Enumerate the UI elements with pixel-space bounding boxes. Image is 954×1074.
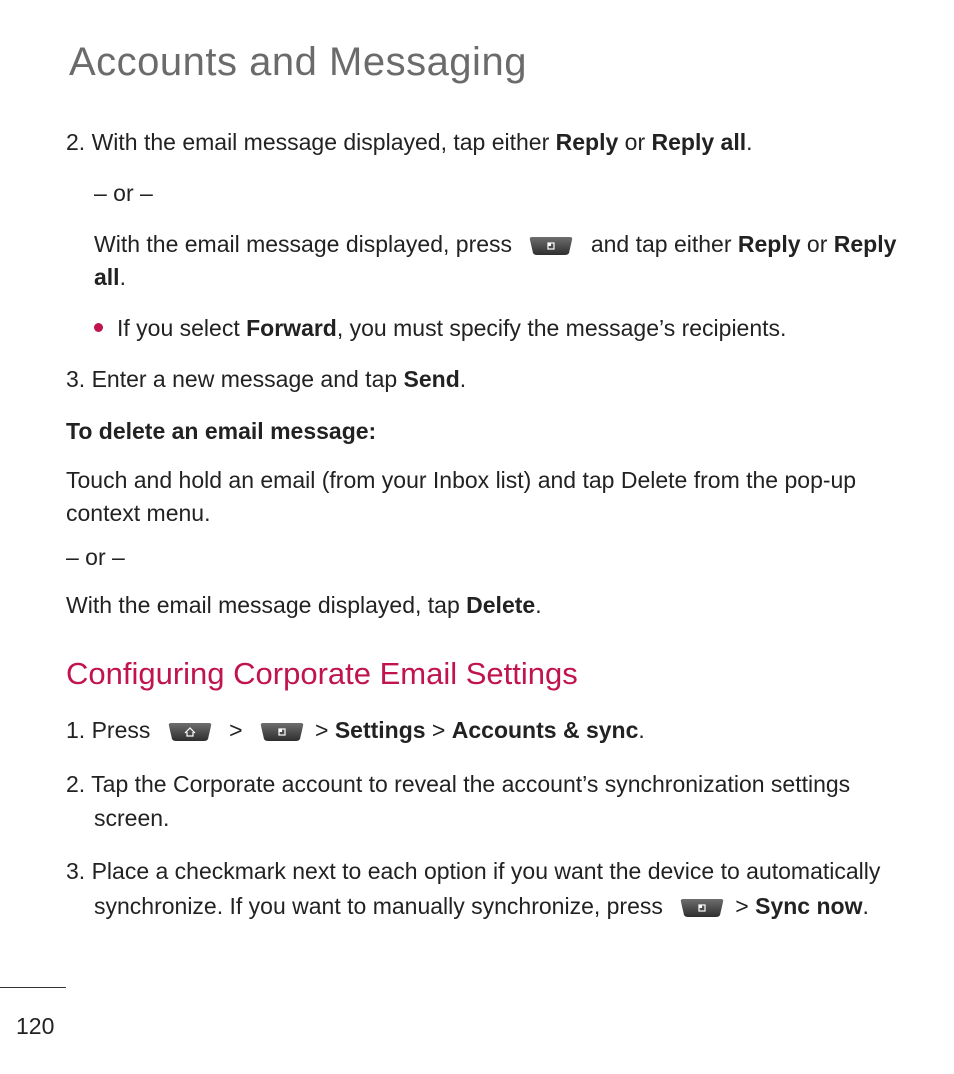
home-key-icon (167, 722, 213, 742)
sync-now-term: Sync now (755, 893, 863, 919)
menu-key-icon (679, 898, 725, 918)
accounts-sync-term: Accounts & sync (451, 717, 639, 743)
forward-term: Forward (246, 315, 337, 341)
or-separator: – or – (94, 180, 153, 206)
or-separator: – or – (66, 544, 125, 570)
delete-term: Delete (466, 592, 536, 618)
bullet-note: If you select Forward, you must specify the message’s recipients. (94, 312, 786, 345)
section-heading: Configuring Corporate Email Settings (66, 656, 578, 691)
bullet-icon (94, 323, 103, 332)
delete-line-1: Touch and hold an email (from your Inbox list) and tap Delete from the pop-up (66, 467, 857, 493)
corp-step-3-line-2: synchronize. If you want to manually synchronize, press > Sync now. (94, 893, 869, 919)
corp-step-3-line-1: 3. Place a checkmark next to each option if you want the device to automatically (66, 858, 881, 884)
delete-line-3: With the email message displayed, tap Delete. (66, 592, 542, 618)
step-2: 2. With the email message displayed, tap either Reply or Reply all. (66, 129, 753, 155)
footer-rule (0, 987, 66, 988)
delete-heading: To delete an email message: (66, 418, 377, 444)
settings-term: Settings (334, 717, 426, 743)
reply-term: Reply (555, 129, 619, 155)
alt-instruction-cont: all. (94, 264, 126, 290)
corp-step-2-line-1: 2. Tap the Corporate account to reveal the account’s synchronization settings (66, 771, 851, 797)
reply-all-term: Reply all (651, 129, 747, 155)
alt-instruction: With the email message displayed, press and tap either Reply or Reply (94, 231, 897, 257)
step-3: 3. Enter a new message and tap Send. (66, 366, 467, 392)
reply-term: Reply (737, 231, 801, 257)
send-term: Send (403, 366, 460, 392)
delete-line-2: context menu. (66, 500, 211, 526)
page-title: Accounts and Messaging (69, 40, 527, 84)
reply-term: Reply (833, 231, 897, 257)
menu-key-icon (259, 722, 305, 742)
page-number: 120 (16, 1013, 55, 1039)
all-term: all (94, 264, 120, 290)
corp-step-2-line-2: screen. (94, 805, 170, 831)
corp-step-1: 1. Press > > Settings > Accounts & sync. (66, 717, 645, 743)
menu-key-icon (528, 236, 574, 256)
